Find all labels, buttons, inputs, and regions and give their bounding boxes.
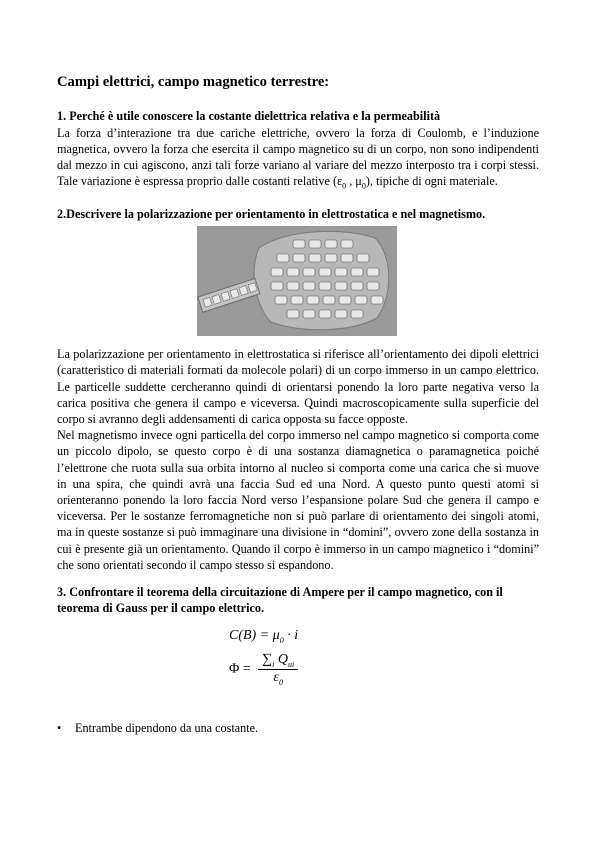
section-1-paragraph — [57, 125, 539, 195]
dipole — [355, 296, 367, 304]
polarization-image — [197, 226, 397, 336]
section-2-heading: 2.Descrivere la polarizzazione per orientamento in elettrostatica e nel magnetismo. — [57, 206, 486, 221]
mu-subscript: 0 — [361, 181, 366, 191]
dipole — [323, 296, 335, 304]
dipole — [325, 254, 337, 262]
dipole — [287, 282, 299, 290]
dipole — [357, 254, 369, 262]
ampere-lhs: C(B) = μ — [229, 628, 280, 644]
document-content — [57, 74, 539, 736]
dipole — [367, 268, 379, 276]
dipole — [271, 268, 283, 276]
ampere-subscript: 0 — [279, 635, 284, 645]
dipole — [293, 254, 305, 262]
dipole — [275, 296, 287, 304]
page-title: Campi elettrici, campo magnetico terrestre: — [57, 74, 330, 90]
section-2-paragraph-2: Nel magnetismo invece ogni particella del corpo immerso nel campo magnetico si comporta come un piccolo dipolo, se questo corpo è di una sostanza diamagnetica o paramagnetica poiché l’elettrone che ruota sulla sua orbita intorno al nucleo si comporta come una carica che si muove in una spira, che quindi avrà una faccia Sud ed una Nord. A questo punto questi atomi si orienteranno ponendo la loro faccia Nord verso l’espansione polare Sud che genera il campo e viceversa. Per le sostanze ferromagnetiche non si può parlare di orientamento dei singoli atomi, ma in queste sostanze si può immaginare una divisione in “domini”, ovvero zone della sostanza in cui è presente già un orientamento. Quando il corpo è immerso in un campo magnetico i “domini” che sono orientati secondo il campo stesso si espandono. — [57, 428, 539, 572]
mu-symbol: μ — [355, 174, 362, 189]
ampere-formula — [229, 628, 298, 645]
dipole — [271, 282, 283, 290]
dipole — [309, 240, 321, 248]
bullet-text: Entrambe dipendono da una costante. — [75, 721, 259, 736]
dipole — [307, 296, 319, 304]
formulas — [57, 628, 539, 706]
dipole — [341, 240, 353, 248]
dipole — [335, 282, 347, 290]
bullet-item — [57, 720, 539, 736]
dipole — [293, 240, 305, 248]
dipole — [351, 310, 363, 318]
dipole — [319, 282, 331, 290]
epsilon-denominator-subscript: 0 — [278, 677, 283, 687]
dipole — [367, 282, 379, 290]
dipole — [341, 254, 353, 262]
bullet-dot-icon: • — [57, 721, 62, 736]
sum-symbol: ∑ — [262, 652, 273, 668]
section-2-paragraph-1: La polarizzazione per orientamento in elettrostatica si riferisce all’orientamento dei dipoli elettrici (caratteristico di materiali formati da molecole polari) di un corpo immerso in un campo elettrico. Le particelle suddette cercheranno quindi di orientarsi ponendo la loro parte negativa verso la carica positiva che genera il campo e viceversa. Quindi macroscopicamente sulla superficie del corpo si avranno degli addensamenti di carica opposta su facce opposte. — [57, 347, 539, 427]
dipole — [351, 268, 363, 276]
section-1-heading: 1. Perché è utile conoscere la costante dielettrica relativa e la permeabilità — [57, 109, 441, 123]
dipole — [303, 310, 315, 318]
dipole — [335, 310, 347, 318]
dipole — [309, 254, 321, 262]
polarization-figure — [57, 226, 537, 346]
dipole — [303, 268, 315, 276]
gauss-numerator — [258, 652, 298, 670]
epsilon-subscript: 0 — [342, 181, 347, 191]
dipole — [325, 240, 337, 248]
charge-subscript: ui — [287, 659, 295, 669]
dipole — [291, 296, 303, 304]
gauss-formula — [229, 652, 298, 687]
ampere-rhs: · i — [283, 628, 299, 644]
dipole — [351, 282, 363, 290]
section-1-text-after: ), tipiche di ogni materiale. — [365, 174, 498, 189]
section-1-text-before: La forza d’interazione tra due cariche elettriche, ovvero la forza di Coulomb, e l’induzione magnetica, ovvero la forza che esercita il campo magnetico su di un corpo, non sono indipendenti dal mezzo in cui agiscono, anzi tali forze variano al variare del mezzo interposto tra i corpi stessi. Tale variazione è espressa proprio dalle costanti relative ( — [57, 125, 539, 189]
charge-symbol: Q — [277, 652, 288, 668]
sum-subscript: i — [272, 659, 275, 669]
phi-symbol: Φ = — [229, 661, 251, 677]
symbol-separator: , — [346, 174, 356, 189]
dipole — [371, 296, 383, 304]
dipole — [319, 310, 331, 318]
dipole — [303, 282, 315, 290]
dipole — [287, 268, 299, 276]
dipole — [339, 296, 351, 304]
dipole — [319, 268, 331, 276]
dipole — [277, 254, 289, 262]
gauss-fraction — [258, 652, 298, 687]
epsilon-denominator: ε — [273, 669, 279, 685]
dipole — [335, 268, 347, 276]
section-3-heading: 3. Confrontare il teorema della circuitazione di Ampere per il campo magnetico, con il teorema di Gauss per il campo elettrico. — [57, 585, 503, 615]
dipole — [287, 310, 299, 318]
gauss-denominator — [258, 670, 298, 687]
epsilon-symbol: ε — [337, 174, 343, 189]
